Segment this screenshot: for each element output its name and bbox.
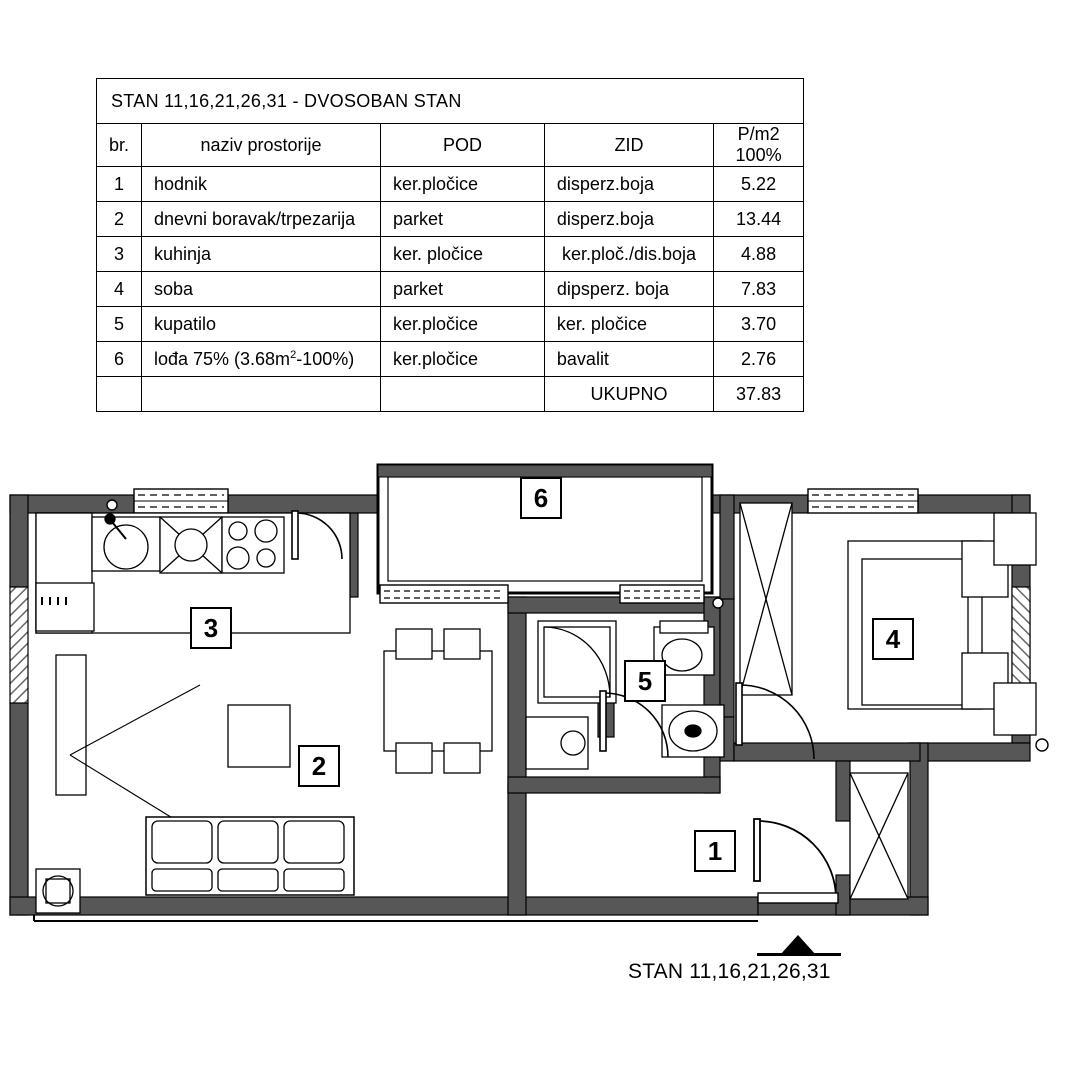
apartment-spec-table [96,78,804,412]
room-label-3: 3 [190,607,232,649]
page-title: STAN 11,16,21,26,31 - DVOSOBAN STAN [97,79,804,124]
cell-pod: ker.pločice [381,307,545,342]
cell-br: 2 [97,202,142,237]
total-value: 37.83 [714,377,804,412]
cell-name: dnevni boravak/trpezarija [141,202,380,237]
cell-zid: disperz.boja [544,167,713,202]
cell-zid: ker. pločice [544,307,713,342]
room-label-5: 5 [624,660,666,702]
cell-name: kupatilo [141,307,380,342]
total-label: UKUPNO [544,377,713,412]
table-header-row [97,124,804,167]
dining-furniture [384,629,492,773]
outer-contour [34,915,758,921]
cell-name-prefix: lođa 75% (3.68m [153,348,291,369]
cell-area: 2.76 [714,342,804,377]
total-spacer-br [97,377,142,412]
cell-br: 5 [97,307,142,342]
cell-area: 4.88 [714,237,804,272]
cell-zid: disperz.boja [544,202,713,237]
cell-area: 5.22 [714,167,804,202]
cell-zid: dipsperz. boja [544,272,713,307]
cell-name-superscript: 2 [290,348,297,361]
cell-pod: parket [381,202,545,237]
total-spacer-pod [381,377,545,412]
table-row [97,342,804,377]
room-label-6: 6 [520,477,562,519]
table-row [97,272,804,307]
table-row [97,307,804,342]
cell-zid: bavalit [544,342,713,377]
cell-area: 3.70 [714,307,804,342]
cell-name-suffix: -100%) [296,348,355,369]
cell-name: kuhinja [141,237,380,272]
column-header-pod: POD [381,124,545,167]
cell-area: 13.44 [714,202,804,237]
cell-name: hodnik [141,167,380,202]
entrance-caption: STAN 11,16,21,26,31 [628,960,831,983]
cell-pod: ker.pločice [381,167,545,202]
cell-name: soba [141,272,380,307]
column-header-p: P/m2 100% [714,124,804,167]
entrance-arrow-base [757,953,841,956]
cell-pod: parket [381,272,545,307]
table-row [97,167,804,202]
cell-br: 3 [97,237,142,272]
cell-pod: ker.pločice [381,342,545,377]
floor-plan-svg [0,455,1080,1015]
cell-zid: ker.ploč./dis.boja [544,237,713,272]
table-row [97,237,804,272]
table-total-row [97,377,804,412]
entrance-arrow-icon [780,935,816,955]
column-header-zid: ZID [544,124,713,167]
entrance-door [754,819,838,903]
cell-br: 4 [97,272,142,307]
cell-pod: ker. pločice [381,237,545,272]
table-title-row [97,79,804,124]
room-label-2: 2 [298,745,340,787]
cell-area: 7.83 [714,272,804,307]
column-header-name: naziv prostorije [141,124,380,167]
floor-plan [0,455,1080,1015]
cell-br: 6 [97,342,142,377]
cell-name [141,342,380,377]
room-label-1: 1 [694,830,736,872]
hall-furniture [850,773,908,899]
column-header-br: br. [97,124,142,167]
cell-br: 1 [97,167,142,202]
table-row [97,202,804,237]
total-spacer-name [141,377,380,412]
room-label-4: 4 [872,618,914,660]
